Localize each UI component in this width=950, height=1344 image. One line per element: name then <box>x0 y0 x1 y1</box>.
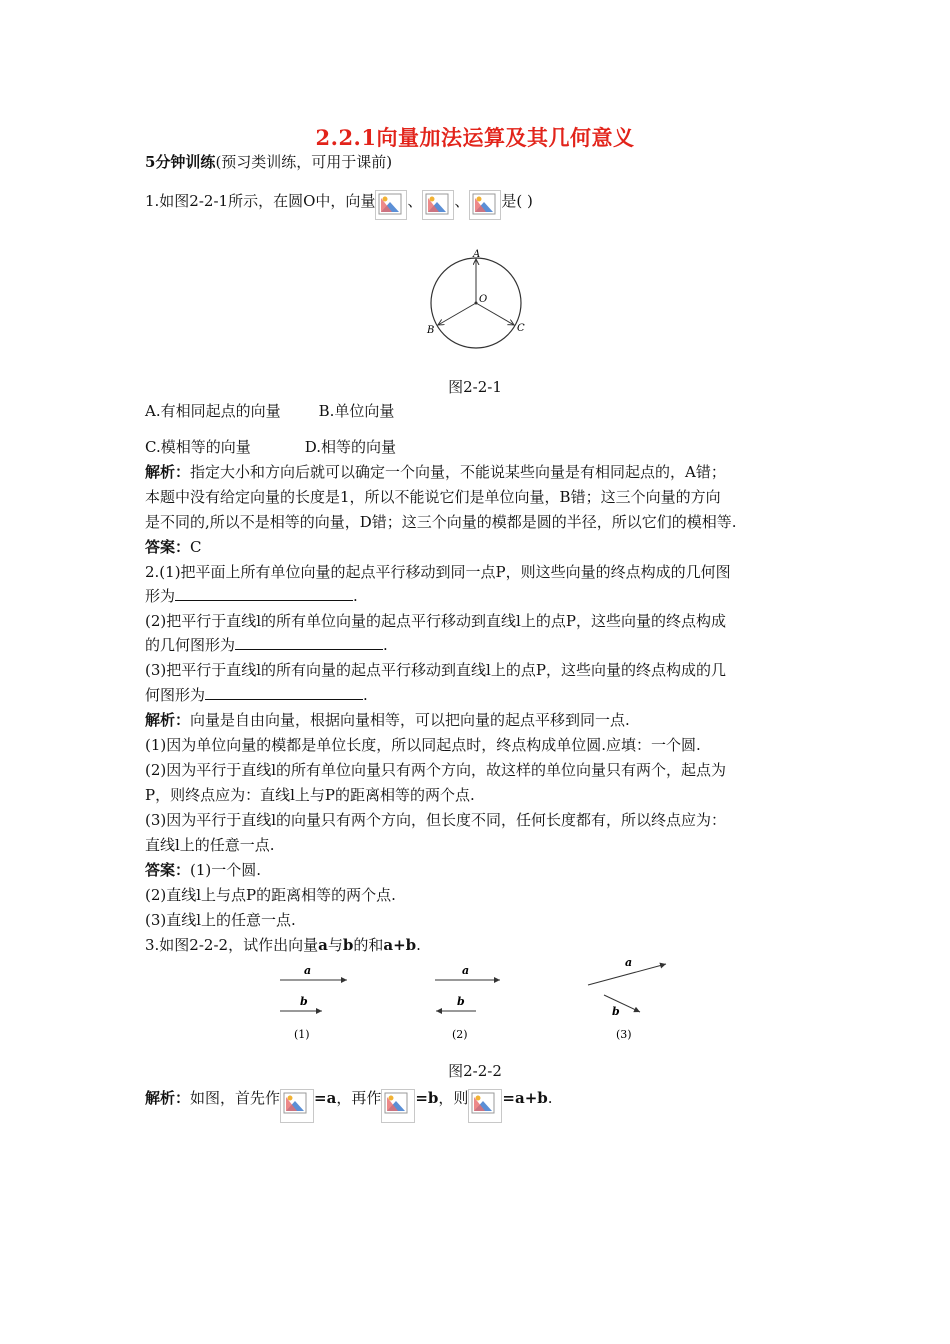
fig3-label-a: a <box>625 956 633 969</box>
page-title: 2.2.1向量加法运算及其几何意义 <box>315 125 635 150</box>
period: . <box>383 636 388 654</box>
period: . <box>363 686 368 704</box>
q2-part1-text: 形为 <box>145 587 176 605</box>
q2-part2-line-1: (2)把平行于直线l的所有单位向量的起点平行移动到直线l上的点P，这些向量的终点构成 <box>145 612 726 630</box>
fig1-label-a: a <box>304 964 312 977</box>
analysis-label: 解析： <box>145 711 191 729</box>
answer-blank <box>205 685 363 700</box>
q3-stem-text: 与 <box>327 936 343 954</box>
q1-answer <box>145 537 202 557</box>
label-o: O <box>479 294 488 305</box>
q1-stem-end: 是( ) <box>501 192 533 210</box>
answer-blank <box>235 635 383 650</box>
vector-b-symbol: b <box>342 936 354 954</box>
q2-analysis-3b: 直线l上的任意一点. <box>145 836 275 854</box>
image-placeholder-icon <box>468 1089 502 1123</box>
vector-a-symbol: a <box>318 936 328 954</box>
q1-analysis-line-1 <box>145 462 726 482</box>
q1-analysis-line-2: 本题中没有给定向量的长度是1，所以不能说它们是单位向量，B错；这三个向量的方向 <box>145 488 721 506</box>
q2-analysis-1: (1)因为单位向量的模都是单位长度，所以同起点时，终点构成单位圆.应填：一个圆. <box>145 736 701 754</box>
section-heading-bold: 5分钟训练 <box>145 153 216 171</box>
period: . <box>416 936 421 954</box>
q1-stem-text: 1.如图2-2-1所示，在圆O中，向量 <box>145 192 376 210</box>
analysis-text: ，则 <box>438 1089 469 1107</box>
figure-caption-2: 图2-2-2 <box>448 1062 502 1080</box>
q2-part2-line-2 <box>145 635 388 655</box>
q2-part1-line-2 <box>145 586 358 606</box>
q2-part3-text: 何图形为 <box>145 686 206 704</box>
analysis-text: 指定大小和方向后就可以确定一个向量，不能说某些向量是有相同起点的，A错； <box>190 463 726 481</box>
q2-answer-1 <box>145 860 261 880</box>
image-placeholder-icon <box>375 190 407 220</box>
q1-stem <box>145 190 533 220</box>
fig1-label-b: b <box>300 995 308 1008</box>
q2-analysis-3a: (3)因为平行于直线l的向量只有两个方向，但长度不同，任何长度都有，所以终点应为： <box>145 811 727 829</box>
analysis-text: 向量是自由向量，根据向量相等，可以把向量的起点平移到同一点. <box>190 711 630 729</box>
equation-a: =a <box>314 1089 337 1107</box>
answer-text: (1)一个圆. <box>190 861 262 879</box>
section-heading-note: (预习类训练，可用于课前) <box>215 153 393 171</box>
analysis-label: 解析： <box>145 1089 191 1107</box>
analysis-label: 解析： <box>145 463 191 481</box>
q2-part3-line-1: (3)把平行于直线l的所有向量的起点平行移动到直线l上的点P，这些向量的终点构成的几 <box>145 661 726 679</box>
image-placeholder-icon <box>469 190 501 220</box>
q1-options-cd <box>145 437 396 457</box>
figure-vector-pairs <box>270 955 680 1050</box>
fig3-label-b: b <box>612 1005 620 1018</box>
option-d: D.相等的向量 <box>304 438 396 456</box>
q2-analysis-2b: P，则终点应为：直线l上与P的距离相等的两个点. <box>145 786 475 804</box>
q1-analysis-line-3: 是不同的,所以不是相等的向量，D错；这三个向量的模都是圆的半径，所以它们的模相等. <box>145 513 737 531</box>
q1-separator: 、 <box>454 192 470 210</box>
analysis-text: 如图，首先作 <box>190 1089 281 1107</box>
q3-stem <box>145 935 421 955</box>
answer-label: 答案： <box>145 861 191 879</box>
equation-sum: =a+b <box>502 1089 548 1107</box>
option-c: C.模相等的向量 <box>145 438 251 456</box>
answer-blank <box>175 586 353 601</box>
q2-part1-line-1: 2.(1)把平面上所有单位向量的起点平行移动到同一点P，则这些向量的终点构成的几何图 <box>145 563 731 581</box>
answer-text: C <box>190 538 202 556</box>
q1-options-ab <box>145 401 394 421</box>
fig3-number: (3) <box>616 1028 632 1041</box>
image-placeholder-icon <box>381 1089 415 1123</box>
figure-circle-vectors <box>420 245 535 360</box>
vector-sum-symbol: a+b <box>383 936 417 954</box>
q1-separator: 、 <box>407 192 423 210</box>
q3-analysis <box>145 1088 553 1123</box>
fig2-label-a: a <box>462 964 470 977</box>
q2-part2-text: 的几何图形为 <box>145 636 236 654</box>
fig1-number: (1) <box>294 1028 310 1041</box>
vector-ob <box>438 303 476 325</box>
section-heading <box>145 152 392 172</box>
q3-stem-text: 的和 <box>353 936 384 954</box>
fig2-label-b: b <box>457 995 465 1008</box>
q2-part3-line-2 <box>145 685 368 705</box>
period: . <box>547 1089 553 1107</box>
q2-answer-3: (3)直线l上的任意一点. <box>145 911 296 929</box>
period: . <box>353 587 358 605</box>
fig2-number: (2) <box>452 1028 468 1041</box>
option-b: B.单位向量 <box>318 402 395 420</box>
center-point <box>475 302 478 305</box>
equation-b: =b <box>415 1089 439 1107</box>
fig3-vector-b <box>604 995 640 1012</box>
q2-answer-2: (2)直线l上与点P的距离相等的两个点. <box>145 886 396 904</box>
image-placeholder-icon <box>422 190 454 220</box>
q2-analysis-2a: (2)因为平行于直线l的所有单位向量只有两个方向，故这样的单位向量只有两个，起点为 <box>145 761 727 779</box>
label-b: B <box>427 325 435 336</box>
answer-label: 答案： <box>145 538 191 556</box>
q3-stem-text: 3.如图2-2-2，试作出向量 <box>145 936 319 954</box>
q2-analysis-intro <box>145 710 630 730</box>
label-c: C <box>517 323 525 334</box>
analysis-text: ，再作 <box>336 1089 382 1107</box>
label-a: A <box>473 249 481 260</box>
figure-caption-1: 图2-2-1 <box>448 378 502 396</box>
vector-oc <box>476 303 514 325</box>
option-a: A.有相同起点的向量 <box>145 402 281 420</box>
image-placeholder-icon <box>280 1089 314 1123</box>
